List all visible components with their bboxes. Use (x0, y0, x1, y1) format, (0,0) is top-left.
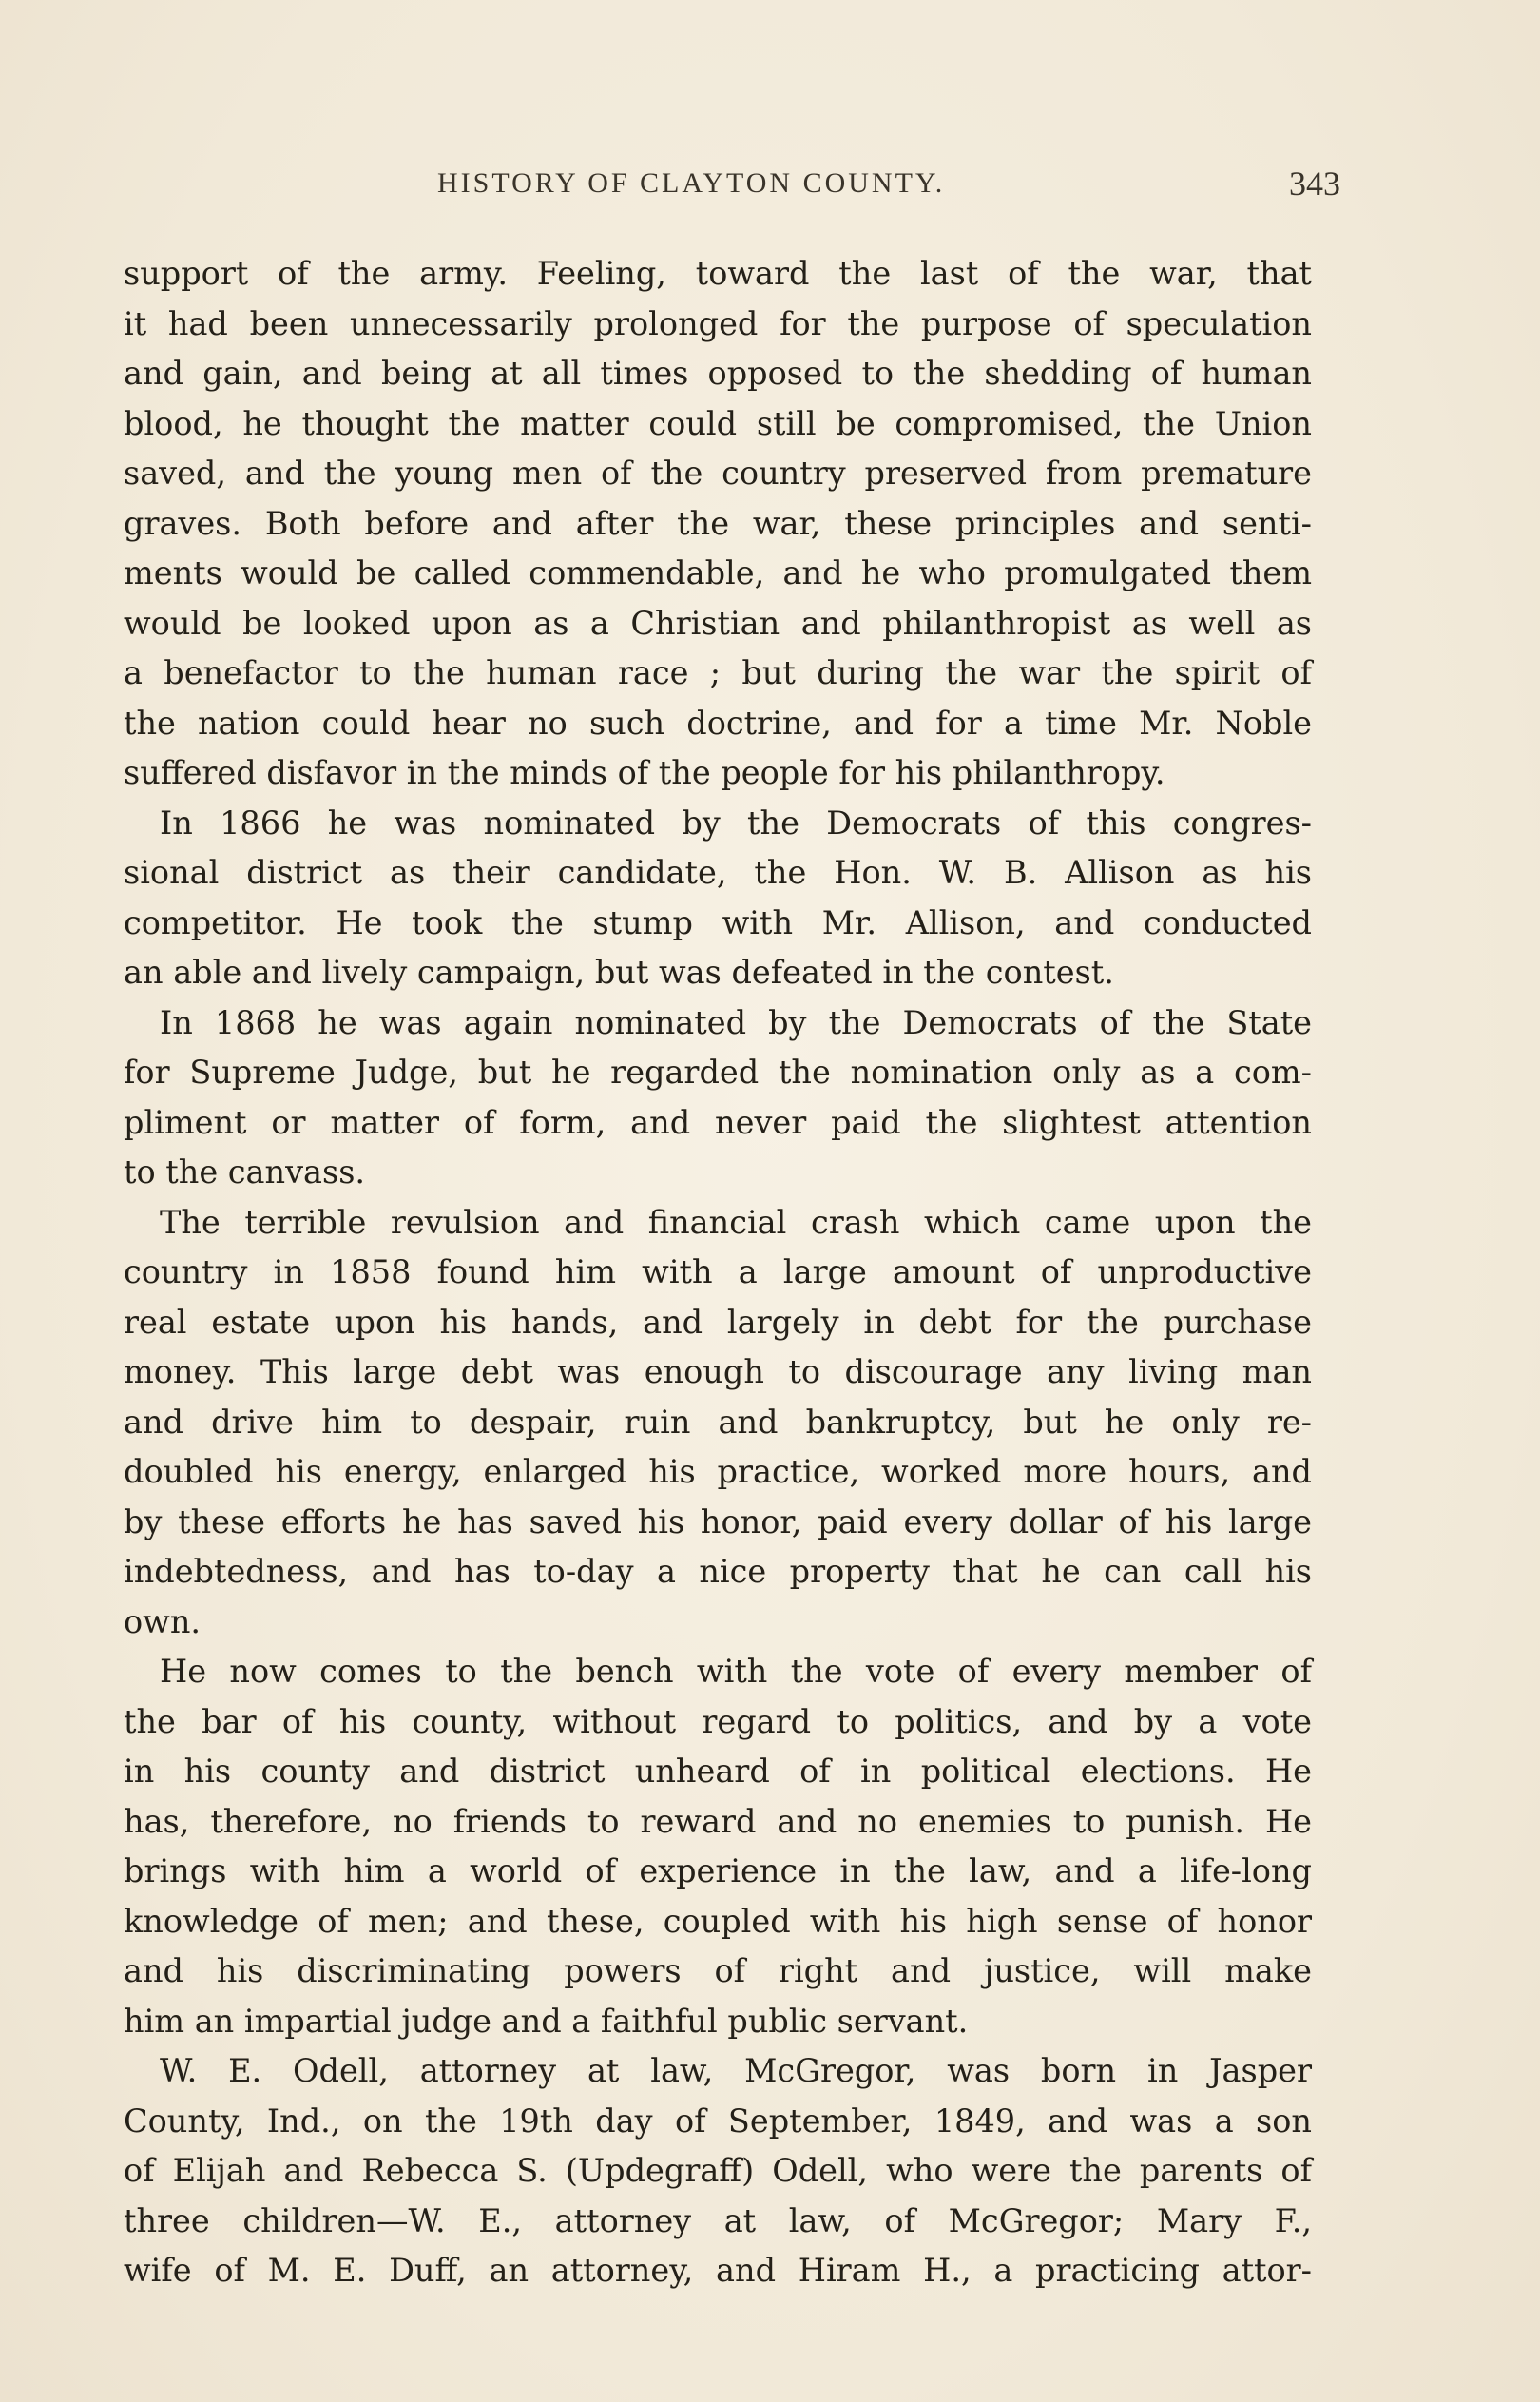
text-line: own. (124, 1602, 202, 1640)
text-line: and gain, and being at all times opposed to the shedding of human (124, 355, 1312, 392)
text-line: wife of M. E. Duff, an attorney, and Hiram H., a practicing attor- (124, 2252, 1312, 2289)
body-text (124, 249, 1312, 2296)
text-line: competitor. He took the stump with Mr. Allison, and conducted (124, 903, 1312, 941)
text-line: an able and lively campaign, but was defeated in the contest. (124, 954, 1114, 991)
text-line: in his county and district unheard of in political elections. He (124, 1753, 1312, 1790)
text-line: knowledge of men; and these, coupled with his high sense of honor (124, 1902, 1312, 1940)
text-line: the nation could hear no such doctrine, and for a time Mr. Noble (124, 704, 1312, 742)
text-line: blood, he thought the matter could still be compromised, the Union (124, 404, 1312, 442)
text-line: it had been unnecessarily prolonged for the purpose of speculation (124, 304, 1312, 342)
text-line: him an impartial judge and a faithful public servant. (124, 2002, 969, 2040)
text-line: three children—W. E., attorney at law, of McGregor; Mary F., (124, 2201, 1312, 2239)
text-line: has, therefore, no friends to reward and no enemies to punish. He (124, 1802, 1312, 1840)
text-line: and drive him to despair, ruin and bankruptcy, but he only re- (124, 1403, 1312, 1441)
text-line: The terrible revulsion and financial crash which came upon the (160, 1203, 1312, 1241)
text-line: brings with him a world of experience in the law, and a life-long (124, 1852, 1312, 1889)
text-line: would be looked upon as a Christian and philanthropist as well as (124, 604, 1312, 642)
text-line: of Elijah and Rebecca S. (Updegraff) Odell, who were the parents of (124, 2152, 1312, 2189)
text-line: doubled his energy, enlarged his practice, worked more hours, and (124, 1453, 1312, 1490)
text-line: money. This large debt was enough to discourage any living man (124, 1353, 1312, 1390)
text-line: County, Ind., on the 19th day of September, 1849, and was a son (124, 2102, 1312, 2140)
text-line: indebtedness, and has to-day a nice property that he can call his (124, 1553, 1312, 1590)
text-line: the bar of his county, without regard to politics, and by a vote (124, 1702, 1312, 1740)
page-number: 343 (1289, 165, 1340, 203)
text-line: In 1866 he was nominated by the Democrats of this congres- (160, 804, 1312, 842)
text-line: by these efforts he has saved his honor, paid every dollar of his large (124, 1502, 1312, 1540)
text-line: to the canvass. (124, 1153, 366, 1191)
text-line: and his discriminating powers of right and justice, will make (124, 1952, 1312, 1989)
text-line: real estate upon his hands, and largely in debt for the purchase (124, 1303, 1312, 1341)
text-line: pliment or matter of form, and never paid the slightest attention (124, 1103, 1312, 1141)
text-line: country in 1858 found him with a large amount of unproductive (124, 1253, 1312, 1290)
text-line: graves. Both before and after the war, these principles and senti- (124, 504, 1312, 542)
text-line: suffered disfavor in the minds of the people for his philanthropy. (124, 754, 1165, 791)
text-line: He now comes to the bench with the vote of every member of (160, 1653, 1312, 1690)
text-line: In 1868 he was again nominated by the Democrats of the State (160, 1003, 1312, 1041)
running-head (124, 167, 1340, 205)
text-line: saved, and the young men of the country preserved from premature (124, 455, 1312, 492)
running-title: HISTORY OF CLAYTON COUNTY. (437, 167, 946, 199)
text-line: sional district as their candidate, the Hon. W. B. Allison as his (124, 854, 1312, 891)
text-line: W. E. Odell, attorney at law, McGregor, was born in Jasper (160, 2052, 1312, 2089)
text-line: support of the army. Feeling, toward the last of the war, that (124, 255, 1312, 292)
text-line: ments would be called commendable, and he who promulgated them (124, 554, 1312, 591)
text-line: for Supreme Judge, but he regarded the nomination only as a com- (124, 1054, 1312, 1091)
text-line: a benefactor to the human race ; but during the war the spirit of (124, 654, 1312, 691)
